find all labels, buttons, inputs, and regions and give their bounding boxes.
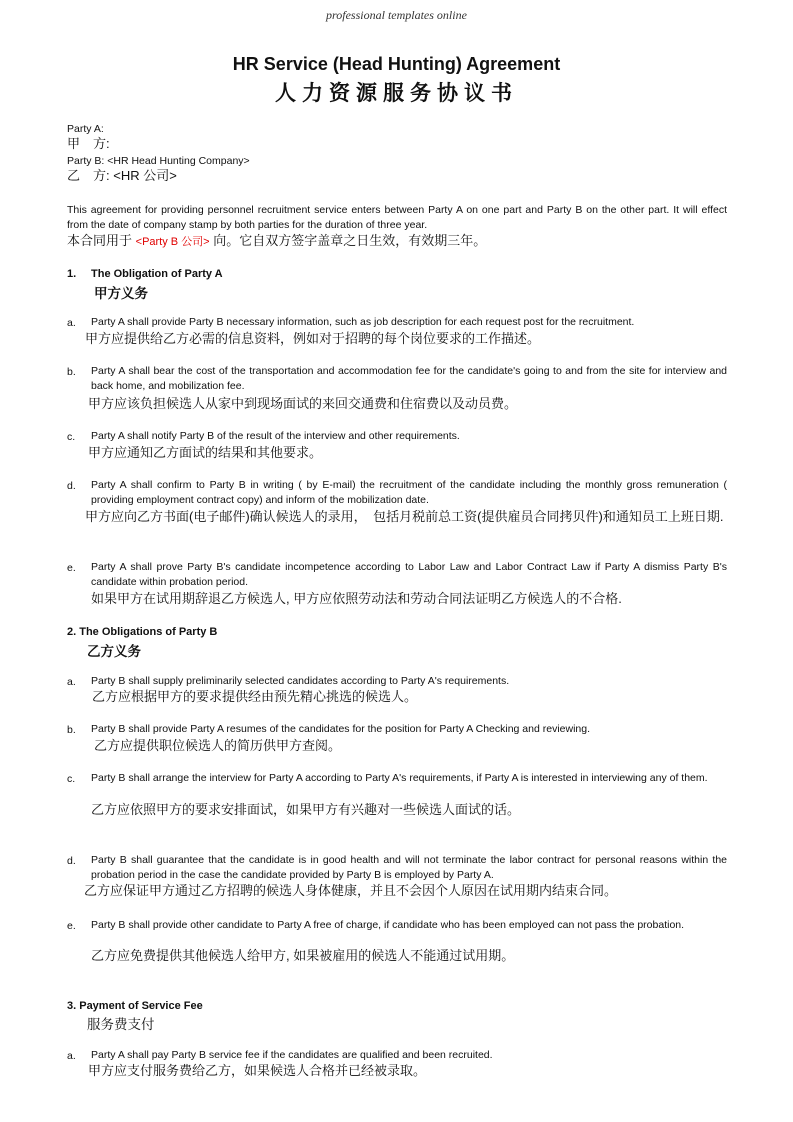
item-letter: d.	[67, 480, 76, 492]
intro-paragraph: This agreement for providing personnel recruitment service enters between Party A on one part and Party B on the other part. It will effect from the date of company stamp by both parties for the duration of three year.	[67, 204, 727, 231]
obligation-b-c-text: Party B shall arrange the interview for Party A according to Party A's requirements, if Party A is interested in interviewing any of them.	[91, 772, 708, 784]
obligation-a-d-text-cn: 甲方应向乙方书面(电子邮件)确认候选人的录用， 包括月税前总工资(提供雇员合同拷贝件)和通知员工上班日期.	[85, 509, 724, 524]
section-1-number: 1.	[67, 268, 77, 280]
item-letter: c.	[67, 773, 76, 785]
payment-a-text-cn: 甲方应支付服务费给乙方，如果候选人合格并已经被录取。	[88, 1063, 427, 1078]
item-letter: e.	[67, 562, 76, 574]
item-letter: b.	[67, 724, 76, 736]
item-letter: a.	[67, 317, 76, 329]
section-3-title-cn: 服务费支付	[87, 1017, 155, 1032]
document-title: HR Service (Head Hunting) Agreement	[232, 54, 561, 74]
payment-a-text: Party A shall pay Party B service fee if the candidates are qualified and been recruited.	[91, 1049, 493, 1061]
obligation-a-c-text-cn: 甲方应通知乙方面试的结果和其他要求。	[88, 445, 323, 460]
document-title-cn: 人力资源服务协议书	[275, 82, 518, 105]
obligation-a-a-text-cn: 甲方应提供给乙方必需的信息资料，例如对于招聘的每个岗位要求的工作描述。	[85, 331, 541, 346]
obligation-a-c-text: Party A shall notify Party B of the result of the interview and other requirements.	[91, 430, 460, 442]
item-letter: c.	[67, 431, 76, 443]
party-a-label-cn: 甲 方:	[67, 136, 110, 151]
item-letter: e.	[67, 920, 76, 932]
obligation-b-c-text-cn: 乙方应依照甲方的要求安排面试，如果甲方有兴趣对一些候选人面试的话。	[91, 802, 521, 817]
obligation-b-d-text-cn: 乙方应保证甲方通过乙方招聘的候选人身体健康，并且不会因个人原因在试用期内结束合同。	[84, 883, 618, 898]
obligation-a-b-text-cn: 甲方应该负担候选人从家中到现场面试的来回交通费和住宿费以及动员费。	[88, 396, 518, 411]
intro-cn-prefix: 本合同用于	[67, 233, 133, 248]
section-1-title-cn: 甲方义务	[94, 286, 148, 301]
obligation-b-b-text-cn: 乙方应提供职位候选人的简历供甲方查阅。	[94, 738, 342, 753]
obligation-b-e-text-cn: 乙方应免费提供其他候选人给甲方, 如果被雇用的候选人不能通过试用期。	[91, 948, 515, 963]
item-letter: d.	[67, 855, 76, 867]
obligation-b-e-text: Party B shall provide other candidate to Party A free of charge, if candidate who has been employed can not pass the probation.	[91, 919, 685, 931]
obligation-b-b-text: Party B shall provide Party A resumes of the candidates for the position for Party A Checking and reviewing.	[91, 723, 591, 735]
party-b-company-placeholder: <Party B 公司>	[135, 236, 210, 248]
party-a-label: Party A:	[67, 123, 104, 135]
obligation-a-d-text: Party A shall confirm to Party B in writing ( by E-mail) the recruitment of the candidate including the monthly gross remuneration ( providing employment contract copy) and inform of the mobilization date.	[91, 479, 727, 506]
party-b-label-cn: 乙 方: <HR 公司>	[67, 168, 177, 183]
obligation-b-a-text: Party B shall supply preliminarily selected candidates according to Party A's requirements.	[91, 675, 510, 687]
section-2-title: 2. The Obligations of Party B	[67, 626, 218, 638]
item-letter: a.	[67, 676, 76, 688]
obligation-a-e-text: Party A shall prove Party B's candidate incompetence according to Labor Law and Labor Contract Law if Party A dismiss Party B's candidate within probation period.	[91, 561, 727, 588]
obligation-a-b-text: Party A shall bear the cost of the transportation and accommodation fee for the candidate's going to and from the site for interview and back home, and mobilization fee.	[91, 365, 727, 392]
obligation-a-e-text-cn: 如果甲方在试用期辞退乙方候选人, 甲方应依照劳动法和劳动合同法证明乙方候选人的不合格.	[91, 591, 622, 606]
item-letter: b.	[67, 366, 76, 378]
section-1-title: The Obligation of Party A	[91, 268, 223, 280]
obligation-b-a-text-cn: 乙方应根据甲方的要求提供经由预先精心挑选的候选人。	[92, 689, 418, 704]
section-2-title-cn: 乙方义务	[87, 644, 141, 659]
item-letter: a.	[67, 1050, 76, 1062]
intro-cn-suffix: 向。它自双方签字盖章之日生效，有效期三年。	[213, 233, 487, 248]
obligation-b-d-text: Party B shall guarantee that the candidate is in good health and will not terminate the labor contract for personal reasons within the probation period in the case the candidate provided by Party B is employed by Party A.	[91, 854, 727, 881]
intro-paragraph-cn	[67, 232, 486, 251]
party-b-label: Party B: <HR Head Hunting Company>	[67, 155, 250, 167]
page-header: professional templates online	[326, 8, 467, 22]
obligation-a-a-text: Party A shall provide Party B necessary information, such as job description for each request post for the recruitment.	[91, 316, 635, 328]
section-3-title: 3. Payment of Service Fee	[67, 1000, 203, 1012]
